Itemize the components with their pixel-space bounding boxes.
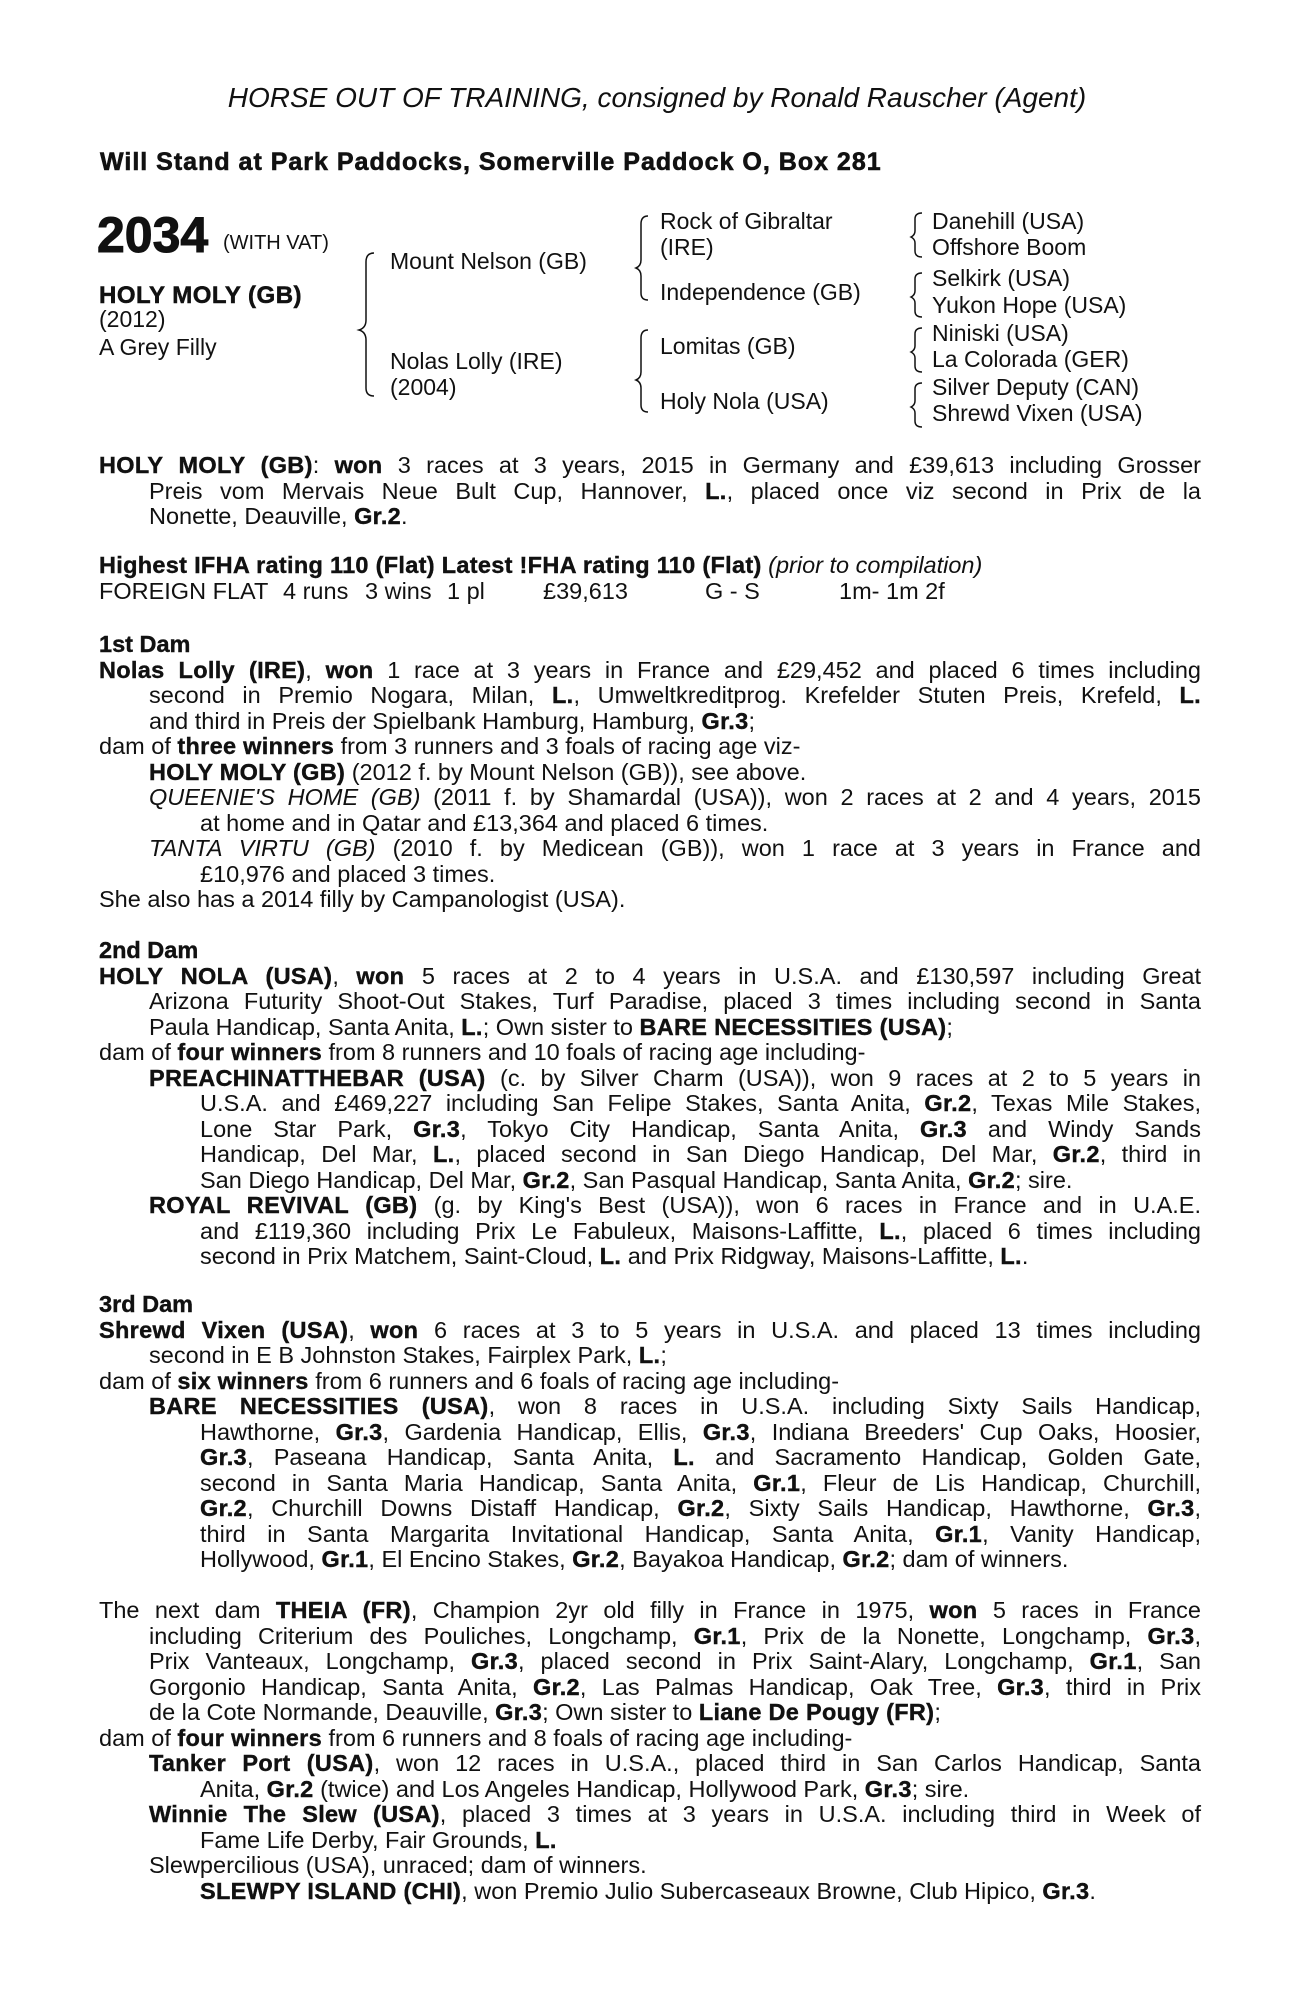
- ggp-8: Shrewd Vixen (USA): [932, 400, 1143, 426]
- ggp-3: Selkirk (USA): [932, 265, 1071, 291]
- ggp-1: Danehill (USA): [932, 208, 1085, 234]
- horse-description: A Grey Filly: [99, 334, 217, 360]
- second-dam-heading: 2nd Dam: [99, 937, 199, 963]
- page-title: HORSE OUT OF TRAINING, consigned by Ronald Rauscher (Agent): [227, 82, 1087, 113]
- ggp-5: Niniski (USA): [932, 320, 1069, 346]
- third-dam-heading: 3rd Dam: [99, 1291, 194, 1317]
- vat-label: (WITH VAT): [223, 232, 329, 254]
- sire-dam: Independence (GB): [660, 279, 861, 305]
- horse-summary: HOLY MOLY (GB): won 3 races at 3 years, 2015 in Germany and £39,613 including Grosser Preis vom Mervais Neue Bult Cup, Hannover, L., placed once viz second in Prix de la Nonette, Deauville, Gr.2.: [99, 452, 1201, 529]
- first-dam-heading: 1st Dam: [99, 631, 191, 657]
- dam-dam: Holy Nola (USA): [660, 388, 829, 414]
- foaling-year: (2012): [99, 306, 166, 332]
- ggp-7: Silver Deputy (CAN): [932, 374, 1140, 400]
- third-dam-section: 3rd Dam Shrewd Vixen (USA), won 6 races at 3 to 5 years in U.S.A. and placed 13 times including second in E B Johnston Stakes, Fairplex Park, L.; dam of six winners from 6 runners and 6 foals of racing age including- BARE NECESSITIES (USA), won 8 races in U.S.A. including Sixty Sails Handicap, Hawthorne, Gr.3, Gardenia Handicap, Ellis, Gr.3, Indiana Breeders' Cup Oaks, Hoosier, Gr.3, Paseana Handicap, Santa Anita, L. and Sacramento Handicap, Golden Gate, second in Santa Maria Handicap, Santa Anita, Gr.1, Fleur de Lis Handicap, Churchill, Gr.2, Churchill Downs Distaff Handicap, Gr.2, Sixty Sails Handicap, Hawthorne, Gr.3, third in Santa Margarita Invitational Handicap, Santa Anita, Gr.1, Vanity Handicap, Hollywood, Gr.1, El Encino Stakes, Gr.2, Bayakoa Handicap, Gr.2; dam of winners.: [99, 1291, 1202, 1572]
- ggp-6: La Colorada (GER): [932, 346, 1129, 372]
- dam: Nolas Lolly (IRE): [390, 348, 563, 374]
- ifha-rating: Highest IFHA rating 110 (Flat) Latest !FHA rating 110 (Flat): [99, 552, 762, 578]
- lot-number: 2034: [97, 207, 209, 263]
- summary-horse-name: HOLY MOLY (GB): [99, 452, 313, 478]
- ggp-2: Offshore Boom: [932, 234, 1087, 260]
- rating-section: Highest IFHA rating 110 (Flat) Latest !FHA rating 110 (Flat) (prior to compilation) FOREIGN FLAT 4 runs 3 wins 1 pl £39,613 G - S 1m- 1m 2f: [99, 553, 1201, 604]
- sire-sire: Rock of Gibraltar: [660, 208, 833, 234]
- horse-name: HOLY MOLY (GB): [99, 282, 303, 309]
- sire: Mount Nelson (GB): [390, 248, 587, 274]
- dam-year: (2004): [390, 374, 457, 400]
- sire-sire-origin: (IRE): [660, 234, 714, 260]
- stand-location: Will Stand at Park Paddocks, Somerville Paddock O, Box 281: [100, 148, 882, 176]
- race-record: FOREIGN FLAT 4 runs 3 wins 1 pl £39,613 G - S 1m- 1m 2f: [99, 577, 945, 604]
- dam-sire: Lomitas (GB): [660, 333, 796, 359]
- next-dam-section: The next dam THEIA (FR), Champion 2yr old filly in France in 1975, won 5 races in France including Criterium des Pouliches, Longchamp, Gr.1, Prix de la Nonette, Longchamp, Gr.3, Prix Vanteaux, Longchamp, Gr.3, placed second in Prix Saint-Alary, Longchamp, Gr.1, San Gorgonio Handicap, Santa Anita, Gr.2, Las Palmas Handicap, Oak Tree, Gr.3, third in Prix de la Cote Normande, Deauville, Gr.3; Own sister to Liane De Pougy (FR); dam of four winners from 6 runners and 8 foals of racing age including- Tanker Port (USA), won 12 races in U.S.A., placed third in San Carlos Handicap, Santa Anita, Gr.2 (twice) and Los Angeles Handicap, Hollywood Park, Gr.3; sire. Winnie The Slew (USA), placed 3 times at 3 years in U.S.A. including third in Week of Fame Life Derby, Fair Grounds, L. Slewpercilious (USA), unraced; dam of winners. SLEWPY ISLAND (CHI), won Premio Julio Subercaseaux Browne, Club Hipico, Gr.3.: [99, 1597, 1201, 1904]
- second-dam-section: 2nd Dam HOLY NOLA (USA), won 5 races at 2 to 4 years in U.S.A. and £130,597 including Great Arizona Futurity Shoot-Out Stakes, Turf Paradise, placed 3 times including second in Santa Paula Handicap, Santa Anita, L.; Own sister to BARE NECESSITIES (USA); dam of four winners from 8 runners and 10 foals of racing age including- PREACHINATTHEBAR (USA) (c. by Silver Charm (USA)), won 9 races at 2 to 5 years in U.S.A. and £469,227 including San Felipe Stakes, Santa Anita, Gr.2, Texas Mile Stakes, Lone Star Park, Gr.3, Tokyo City Handicap, Santa Anita, Gr.3 and Windy Sands Handicap, Del Mar, L., placed second in San Diego Handicap, Del Mar, Gr.2, third in San Diego Handicap, Del Mar, Gr.2, San Pasqual Handicap, Santa Anita, Gr.2; sire. ROYAL REVIVAL (GB) (g. by King's Best (USA)), won 6 races in France and in U.A.E. and £119,360 including Prix Le Fabuleux, Maisons-Laffitte, L., placed 6 times including second in Prix Matchem, Saint-Cloud, L. and Prix Ridgway, Maisons-Laffitte, L..: [99, 937, 1202, 1269]
- ggp-4: Yukon Hope (USA): [932, 292, 1127, 318]
- first-dam-section: 1st Dam Nolas Lolly (IRE), won 1 race at 3 years in France and £29,452 and placed 6 times including second in Premio Nogara, Milan, L., Umweltkreditprog. Krefelder Stuten Preis, Krefeld, L. and third in Preis der Spielbank Hamburg, Hamburg, Gr.3; dam of three winners from 3 runners and 3 foals of racing age viz- HOLY MOLY (GB) (2012 f. by Mount Nelson (GB)), see above. QUEENIE'S HOME (GB) (2011 f. by Shamardal (USA)), won 2 races at 2 and 4 years, 2015 at home and in Qatar and £13,364 and placed 6 times. TANTA VIRTU (GB) (2010 f. by Medicean (GB)), won 1 race at 3 years in France and £10,976 and placed 3 times. She also has a 2014 filly by Campanologist (USA).: [99, 631, 1202, 912]
